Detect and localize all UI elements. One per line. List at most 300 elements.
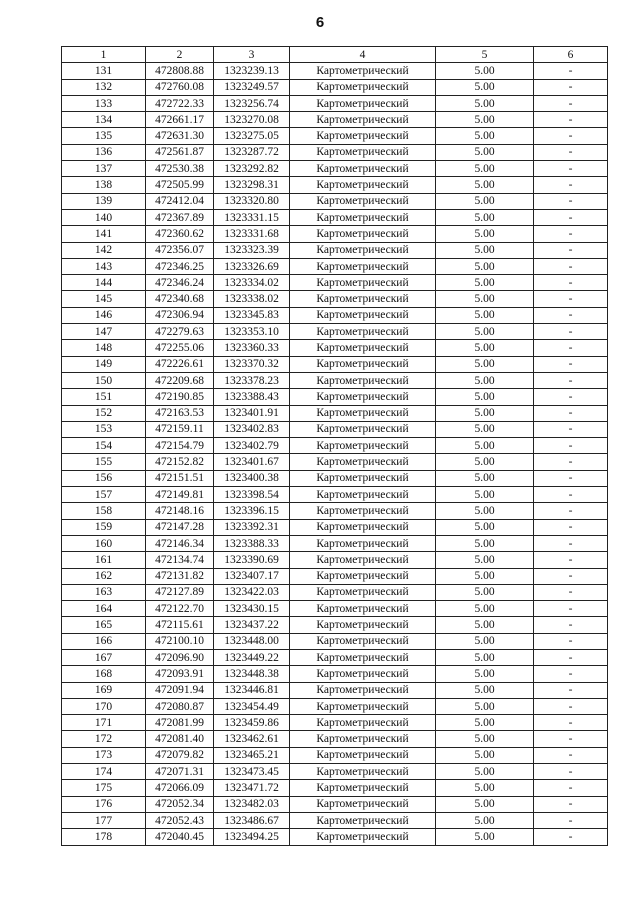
coordinates-table [61,46,608,846]
y-coordinate-cell: 1323326.69 [214,258,290,274]
x-coordinate-cell: 472505.99 [146,177,214,193]
accuracy-cell: 5.00 [436,470,534,486]
y-coordinate-cell: 1323323.39 [214,242,290,258]
point-number-cell: 145 [62,291,146,307]
x-coordinate-cell: 472279.63 [146,324,214,340]
table-row [62,633,608,649]
point-number-cell: 156 [62,470,146,486]
x-coordinate-cell: 472412.04 [146,193,214,209]
table-row [62,812,608,828]
point-number-cell: 136 [62,144,146,160]
point-number-cell: 131 [62,63,146,79]
table-row [62,747,608,763]
point-number-cell: 132 [62,79,146,95]
description-cell: - [534,487,608,503]
table-row [62,307,608,323]
table-row [62,242,608,258]
table-row [62,63,608,79]
table-row [62,356,608,372]
point-number-cell: 171 [62,715,146,731]
table-row [62,340,608,356]
method-cell: Картометрический [290,63,436,79]
x-coordinate-cell: 472360.62 [146,226,214,242]
method-cell: Картометрический [290,519,436,535]
description-cell: - [534,372,608,388]
y-coordinate-cell: 1323287.72 [214,144,290,160]
table-row [62,601,608,617]
table-row [62,470,608,486]
description-cell: - [534,470,608,486]
point-number-cell: 155 [62,454,146,470]
x-coordinate-cell: 472154.79 [146,438,214,454]
method-cell: Картометрический [290,242,436,258]
method-cell: Картометрический [290,356,436,372]
accuracy-cell: 5.00 [436,275,534,291]
accuracy-cell: 5.00 [436,177,534,193]
table-row [62,226,608,242]
y-coordinate-cell: 1323370.32 [214,356,290,372]
y-coordinate-cell: 1323320.80 [214,193,290,209]
description-cell: - [534,535,608,551]
accuracy-cell: 5.00 [436,307,534,323]
table-row [62,405,608,421]
x-coordinate-cell: 472081.99 [146,715,214,731]
point-number-cell: 133 [62,95,146,111]
y-coordinate-cell: 1323486.67 [214,812,290,828]
y-coordinate-cell: 1323275.05 [214,128,290,144]
table-row [62,617,608,633]
x-coordinate-cell: 472100.10 [146,633,214,649]
accuracy-cell: 5.00 [436,731,534,747]
accuracy-cell: 5.00 [436,601,534,617]
y-coordinate-cell: 1323482.03 [214,796,290,812]
description-cell: - [534,698,608,714]
method-cell: Картометрический [290,161,436,177]
description-cell: - [534,275,608,291]
table-row [62,780,608,796]
table-row [62,552,608,568]
description-cell: - [534,307,608,323]
method-cell: Картометрический [290,405,436,421]
y-coordinate-cell: 1323448.00 [214,633,290,649]
point-number-cell: 165 [62,617,146,633]
description-cell: - [534,193,608,209]
description-cell: - [534,649,608,665]
y-coordinate-cell: 1323400.38 [214,470,290,486]
description-cell: - [534,242,608,258]
method-cell: Картометрический [290,438,436,454]
y-coordinate-cell: 1323437.22 [214,617,290,633]
table-row [62,584,608,600]
y-coordinate-cell: 1323398.54 [214,487,290,503]
header-col-2: 2 [146,47,214,63]
accuracy-cell: 5.00 [436,617,534,633]
accuracy-cell: 5.00 [436,144,534,160]
description-cell: - [534,552,608,568]
point-number-cell: 164 [62,601,146,617]
y-coordinate-cell: 1323494.25 [214,829,290,845]
description-cell: - [534,209,608,225]
table-row [62,519,608,535]
table-row [62,421,608,437]
x-coordinate-cell: 472255.06 [146,340,214,356]
table-row [62,144,608,160]
description-cell: - [534,666,608,682]
y-coordinate-cell: 1323449.22 [214,649,290,665]
y-coordinate-cell: 1323239.13 [214,63,290,79]
description-cell: - [534,503,608,519]
description-cell: - [534,715,608,731]
accuracy-cell: 5.00 [436,519,534,535]
point-number-cell: 160 [62,535,146,551]
x-coordinate-cell: 472052.34 [146,796,214,812]
y-coordinate-cell: 1323430.15 [214,601,290,617]
x-coordinate-cell: 472661.17 [146,112,214,128]
table-row [62,829,608,845]
point-number-cell: 150 [62,372,146,388]
accuracy-cell: 5.00 [436,552,534,568]
x-coordinate-cell: 472096.90 [146,649,214,665]
description-cell: - [534,226,608,242]
x-coordinate-cell: 472115.61 [146,617,214,633]
point-number-cell: 141 [62,226,146,242]
y-coordinate-cell: 1323353.10 [214,324,290,340]
point-number-cell: 147 [62,324,146,340]
accuracy-cell: 5.00 [436,226,534,242]
accuracy-cell: 5.00 [436,128,534,144]
point-number-cell: 167 [62,649,146,665]
point-number-cell: 176 [62,796,146,812]
accuracy-cell: 5.00 [436,633,534,649]
method-cell: Картометрический [290,372,436,388]
description-cell: - [534,63,608,79]
point-number-cell: 174 [62,764,146,780]
accuracy-cell: 5.00 [436,666,534,682]
accuracy-cell: 5.00 [436,503,534,519]
table-body [62,63,608,845]
header-col-6: 6 [534,47,608,63]
x-coordinate-cell: 472356.07 [146,242,214,258]
point-number-cell: 172 [62,731,146,747]
description-cell: - [534,405,608,421]
point-number-cell: 151 [62,389,146,405]
description-cell: - [534,128,608,144]
description-cell: - [534,568,608,584]
y-coordinate-cell: 1323473.45 [214,764,290,780]
point-number-cell: 168 [62,666,146,682]
method-cell: Картометрический [290,503,436,519]
accuracy-cell: 5.00 [436,258,534,274]
method-cell: Картометрический [290,829,436,845]
table-row [62,649,608,665]
point-number-cell: 173 [62,747,146,763]
x-coordinate-cell: 472122.70 [146,601,214,617]
method-cell: Картометрический [290,144,436,160]
header-row [62,47,608,63]
table-row [62,568,608,584]
description-cell: - [534,79,608,95]
point-number-cell: 137 [62,161,146,177]
accuracy-cell: 5.00 [436,79,534,95]
y-coordinate-cell: 1323270.08 [214,112,290,128]
accuracy-cell: 5.00 [436,829,534,845]
point-number-cell: 162 [62,568,146,584]
x-coordinate-cell: 472146.34 [146,535,214,551]
y-coordinate-cell: 1323292.82 [214,161,290,177]
table-row [62,112,608,128]
x-coordinate-cell: 472226.61 [146,356,214,372]
x-coordinate-cell: 472722.33 [146,95,214,111]
table-row [62,666,608,682]
x-coordinate-cell: 472152.82 [146,454,214,470]
y-coordinate-cell: 1323388.33 [214,535,290,551]
method-cell: Картометрический [290,764,436,780]
x-coordinate-cell: 472159.11 [146,421,214,437]
y-coordinate-cell: 1323378.23 [214,372,290,388]
accuracy-cell: 5.00 [436,389,534,405]
description-cell: - [534,291,608,307]
accuracy-cell: 5.00 [436,487,534,503]
accuracy-cell: 5.00 [436,747,534,763]
point-number-cell: 134 [62,112,146,128]
accuracy-cell: 5.00 [436,193,534,209]
method-cell: Картометрический [290,812,436,828]
method-cell: Картометрический [290,617,436,633]
point-number-cell: 144 [62,275,146,291]
method-cell: Картометрический [290,95,436,111]
point-number-cell: 152 [62,405,146,421]
point-number-cell: 166 [62,633,146,649]
description-cell: - [534,829,608,845]
method-cell: Картометрический [290,193,436,209]
table-row [62,372,608,388]
y-coordinate-cell: 1323334.02 [214,275,290,291]
x-coordinate-cell: 472151.51 [146,470,214,486]
y-coordinate-cell: 1323402.83 [214,421,290,437]
description-cell: - [534,796,608,812]
x-coordinate-cell: 472134.74 [146,552,214,568]
accuracy-cell: 5.00 [436,454,534,470]
point-number-cell: 139 [62,193,146,209]
method-cell: Картометрический [290,698,436,714]
description-cell: - [534,112,608,128]
table-row [62,796,608,812]
point-number-cell: 140 [62,209,146,225]
method-cell: Картометрический [290,487,436,503]
y-coordinate-cell: 1323345.83 [214,307,290,323]
method-cell: Картометрический [290,128,436,144]
y-coordinate-cell: 1323360.33 [214,340,290,356]
description-cell: - [534,764,608,780]
x-coordinate-cell: 472760.08 [146,79,214,95]
y-coordinate-cell: 1323401.91 [214,405,290,421]
accuracy-cell: 5.00 [436,95,534,111]
x-coordinate-cell: 472631.30 [146,128,214,144]
point-number-cell: 170 [62,698,146,714]
x-coordinate-cell: 472808.88 [146,63,214,79]
point-number-cell: 158 [62,503,146,519]
point-number-cell: 153 [62,421,146,437]
table-row [62,535,608,551]
method-cell: Картометрический [290,340,436,356]
description-cell: - [534,421,608,437]
y-coordinate-cell: 1323249.57 [214,79,290,95]
y-coordinate-cell: 1323462.61 [214,731,290,747]
method-cell: Картометрический [290,324,436,340]
method-cell: Картометрический [290,177,436,193]
point-number-cell: 175 [62,780,146,796]
y-coordinate-cell: 1323390.69 [214,552,290,568]
method-cell: Картометрический [290,307,436,323]
y-coordinate-cell: 1323454.49 [214,698,290,714]
point-number-cell: 138 [62,177,146,193]
y-coordinate-cell: 1323392.31 [214,519,290,535]
accuracy-cell: 5.00 [436,63,534,79]
x-coordinate-cell: 472530.38 [146,161,214,177]
y-coordinate-cell: 1323396.15 [214,503,290,519]
description-cell: - [534,601,608,617]
description-cell: - [534,780,608,796]
header-col-3: 3 [214,47,290,63]
description-cell: - [534,161,608,177]
table-row [62,291,608,307]
y-coordinate-cell: 1323459.86 [214,715,290,731]
table-row [62,715,608,731]
method-cell: Картометрический [290,421,436,437]
method-cell: Картометрический [290,552,436,568]
x-coordinate-cell: 472066.09 [146,780,214,796]
x-coordinate-cell: 472081.40 [146,731,214,747]
table-row [62,161,608,177]
x-coordinate-cell: 472346.24 [146,275,214,291]
x-coordinate-cell: 472190.85 [146,389,214,405]
header-col-1: 1 [62,47,146,63]
accuracy-cell: 5.00 [436,764,534,780]
point-number-cell: 142 [62,242,146,258]
point-number-cell: 148 [62,340,146,356]
point-number-cell: 169 [62,682,146,698]
table-row [62,503,608,519]
x-coordinate-cell: 472148.16 [146,503,214,519]
accuracy-cell: 5.00 [436,584,534,600]
accuracy-cell: 5.00 [436,340,534,356]
table-row [62,487,608,503]
accuracy-cell: 5.00 [436,438,534,454]
description-cell: - [534,812,608,828]
description-cell: - [534,95,608,111]
table-row [62,698,608,714]
description-cell: - [534,258,608,274]
point-number-cell: 149 [62,356,146,372]
method-cell: Картометрический [290,79,436,95]
header-col-4: 4 [290,47,436,63]
x-coordinate-cell: 472306.94 [146,307,214,323]
y-coordinate-cell: 1323388.43 [214,389,290,405]
method-cell: Картометрический [290,747,436,763]
description-cell: - [534,144,608,160]
page-number: 6 [315,14,325,31]
accuracy-cell: 5.00 [436,649,534,665]
method-cell: Картометрический [290,470,436,486]
x-coordinate-cell: 472163.53 [146,405,214,421]
header-col-5: 5 [436,47,534,63]
point-number-cell: 143 [62,258,146,274]
accuracy-cell: 5.00 [436,242,534,258]
x-coordinate-cell: 472093.91 [146,666,214,682]
table-row [62,193,608,209]
x-coordinate-cell: 472052.43 [146,812,214,828]
accuracy-cell: 5.00 [436,535,534,551]
accuracy-cell: 5.00 [436,209,534,225]
method-cell: Картометрический [290,291,436,307]
table-header [62,47,608,63]
method-cell: Картометрический [290,112,436,128]
method-cell: Картометрический [290,649,436,665]
table-row [62,682,608,698]
point-number-cell: 161 [62,552,146,568]
point-number-cell: 177 [62,812,146,828]
accuracy-cell: 5.00 [436,356,534,372]
y-coordinate-cell: 1323402.79 [214,438,290,454]
table-row [62,324,608,340]
y-coordinate-cell: 1323331.68 [214,226,290,242]
x-coordinate-cell: 472079.82 [146,747,214,763]
table-row [62,209,608,225]
method-cell: Картометрический [290,780,436,796]
accuracy-cell: 5.00 [436,324,534,340]
method-cell: Картометрический [290,389,436,405]
point-number-cell: 159 [62,519,146,535]
table-row [62,764,608,780]
x-coordinate-cell: 472080.87 [146,698,214,714]
accuracy-cell: 5.00 [436,812,534,828]
point-number-cell: 135 [62,128,146,144]
method-cell: Картометрический [290,633,436,649]
method-cell: Картометрический [290,226,436,242]
table-row [62,128,608,144]
method-cell: Картометрический [290,601,436,617]
accuracy-cell: 5.00 [436,796,534,812]
y-coordinate-cell: 1323338.02 [214,291,290,307]
method-cell: Картометрический [290,568,436,584]
x-coordinate-cell: 472127.89 [146,584,214,600]
accuracy-cell: 5.00 [436,780,534,796]
description-cell: - [534,633,608,649]
method-cell: Картометрический [290,209,436,225]
x-coordinate-cell: 472367.89 [146,209,214,225]
table-row [62,258,608,274]
description-cell: - [534,682,608,698]
accuracy-cell: 5.00 [436,112,534,128]
y-coordinate-cell: 1323298.31 [214,177,290,193]
y-coordinate-cell: 1323446.81 [214,682,290,698]
point-number-cell: 154 [62,438,146,454]
description-cell: - [534,438,608,454]
description-cell: - [534,731,608,747]
accuracy-cell: 5.00 [436,682,534,698]
table-row [62,95,608,111]
y-coordinate-cell: 1323401.67 [214,454,290,470]
x-coordinate-cell: 472131.82 [146,568,214,584]
table-row [62,389,608,405]
point-number-cell: 146 [62,307,146,323]
accuracy-cell: 5.00 [436,291,534,307]
y-coordinate-cell: 1323407.17 [214,568,290,584]
x-coordinate-cell: 472149.81 [146,487,214,503]
accuracy-cell: 5.00 [436,421,534,437]
method-cell: Картометрический [290,666,436,682]
description-cell: - [534,340,608,356]
